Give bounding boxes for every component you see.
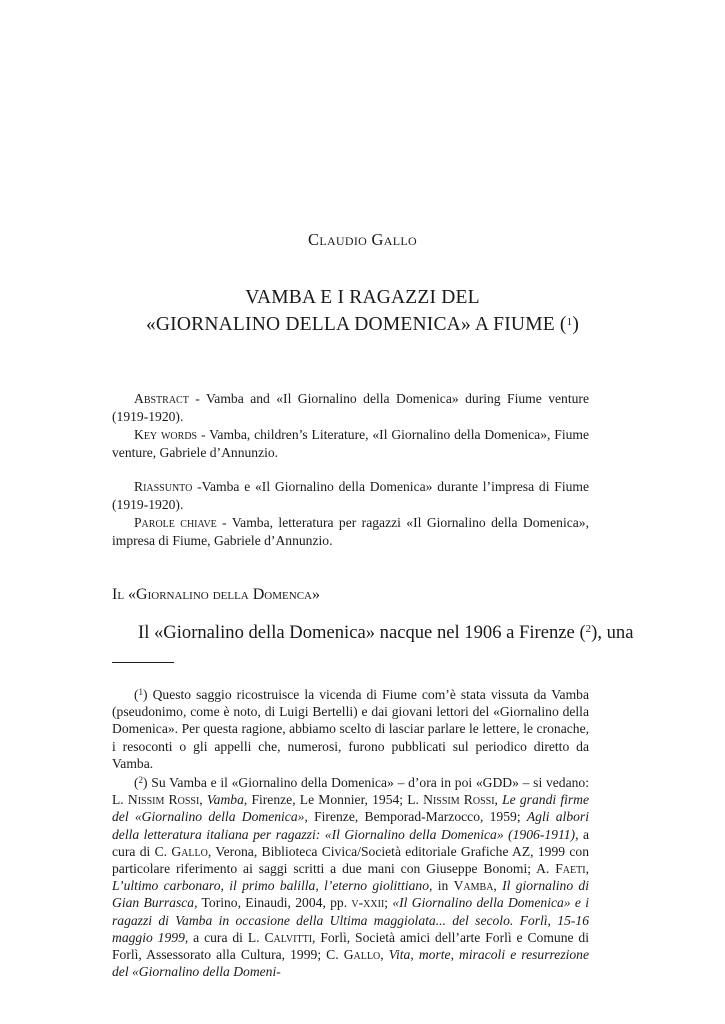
title-footnote-ref[interactable]: 1 xyxy=(566,316,573,328)
footnote-divider xyxy=(112,662,174,663)
fn2-s8: , xyxy=(585,861,589,877)
fn2-title-5: Il giornalino di Gian Burrasca xyxy=(112,878,590,911)
keywords-paragraph xyxy=(112,426,589,462)
fn2-title-7: Vita xyxy=(388,947,411,963)
fn2-s10: , xyxy=(493,878,503,894)
fn2-s4: , xyxy=(494,792,503,808)
fn2-s2: , xyxy=(199,792,207,808)
keywords-label: Key words xyxy=(134,427,198,442)
lead-footnote-ref[interactable]: 2 xyxy=(585,623,592,635)
fn2-title-1: Vamba xyxy=(206,792,244,808)
fn2-author-5: Vamba xyxy=(453,878,494,894)
footnote-1-text: Questo saggio ricostruisce la vicenda di Fiume com’è stata vissuta da Vamba (pseudonimo, come è noto, di Luigi Bertelli) e dai giovani lettori del «Giornalino della Domenica». Per questa ragione, abbiamo scelto di lasciar parlare le lettere, le cronache, i resoconti o gli appelli che, numerosi, furono pubblicati sul periodico diretto da Vamba. xyxy=(112,687,589,771)
fn2-title-2: Le grandi firme del «Giornalino della Domenica» xyxy=(112,792,590,825)
fn2-author-8: Gallo xyxy=(343,947,381,963)
paper-title xyxy=(0,286,725,337)
abstract-text: - Vamba and «Il Giornalino della Domenica» during Fiume venture (1919-1920). xyxy=(112,391,589,424)
footnote-2: ($^2$) Su Vamba e il «Giornalino della Domenica» – d’ora in poi «GDD» – si vedano: L. Nissim Rossi, Vamba, Firenze, Le Monnier, 1954; L. Nissim Rossi, Le grandi firme del «Giornalino della Domenica», Firenze, Bemporad-Marzocco, 1959; Agli albori della letteratura italiana per ragazzi: «Il Giornalino della Domenica» (1906-1911), a cura di C. Gallo, Verona, Biblioteca Civica/Società editoriale Grafiche AZ, 1999 con particolare riferimento ai saggi scritti a due mani con Giuseppe Bonomi; A. Faeti, L’ultimo carbonaro, il primo balilla, l’eterno giolittiano, in Vamba, Il giornalino di Gian Burrasca, Torino, Einaudi, 2004, pp. v-xxii; «Il Giornalino della Domenica» e i ragazzi di Vamba in occasione della Ultima maggiolata... del secolo. Forlì, 15-16 maggio 1999, a cura di L. Calvitti, Forlì, Società amici dell’arte Forlì e Comune di Forlì, Assessorato alla Cultura, 1999; C. Gallo, Vita, morte, miracoli e resurrezione del «Giornalino della Domeni- xyxy=(112,775,590,980)
fn2-title-3: Agli albori della letteratura italiana per ragazzi: «Il Giornalino della Domenica» (1906-1911) xyxy=(112,809,589,842)
footnote-1: ($^1$) Questo saggio ricostruisce la vicenda di Fiume com’è stata vissuta da Vamba (pseudonimo, come è noto, di Luigi Bertelli) e dai giovani lettori del «Giornalino della Domenica». Per questa ragione, abbiamo scelto di lasciar parlare le lettere, le cronache, i resoconti o gli appelli che, numerosi, furono pubblicati sul periodico diretto da Vamba. xyxy=(112,687,589,771)
riassunto-paragraph xyxy=(112,478,589,514)
riassunto-label: Riassunto xyxy=(134,479,193,494)
fn2-title-8: morte xyxy=(418,947,451,963)
fn2-title-6: «Il Giornalino della Domenica» e i ragazzi di Vamba in occasione della Ultima maggiolata... del secolo. Forlì, 15-16 maggio 1999 xyxy=(112,895,590,945)
fn2-title-4: L’ultimo carbonaro, il primo balilla, l’eterno giolittiano xyxy=(112,878,430,894)
lead-text-before: Il «Giornalino della Domenica» nacque nel 1906 a Firenze ( xyxy=(138,622,586,643)
fn2-author-2: Nissim Rossi xyxy=(423,792,495,808)
abstract-block xyxy=(112,390,589,462)
fn2-author-7: Calvitti xyxy=(264,929,313,945)
fn2-s17: , xyxy=(450,947,460,963)
abstract-paragraph xyxy=(112,390,589,426)
fn2-s12: ; xyxy=(384,895,393,911)
lead-text-after: ), una xyxy=(591,622,634,643)
fn2-author-1: Nissim Rossi xyxy=(127,792,200,808)
fn2-s9: , in xyxy=(429,878,454,894)
fn2-s16: , xyxy=(410,947,419,963)
fn2-author-4: Faeti xyxy=(555,861,586,877)
riassunto-text: -Vamba e «Il Giornalino della Domenica» durante l’impresa di Fiume (1919-1920). xyxy=(112,479,589,512)
footnotes xyxy=(112,684,589,980)
parole-chiave-paragraph xyxy=(112,514,589,550)
parole-chiave-label: Parole chiave xyxy=(134,515,217,530)
fn2-s15: , xyxy=(380,947,389,963)
fn2-s5: , Firenze, Bemporad-Marzocco, 1959; xyxy=(304,809,527,825)
riassunto-block xyxy=(112,478,589,550)
fn2-title-9: miracoli e resurrezione del «Giornalino della Domeni- xyxy=(112,947,590,980)
title-line-1: VAMBA E I RAGAZZI DEL xyxy=(245,287,480,308)
fn2-s6: , a cura di C. xyxy=(112,826,589,859)
body-lead-line xyxy=(112,622,634,644)
fn2-s11: , Torino, Einaudi, 2004, pp. xyxy=(194,895,352,911)
title-line-2: «GIORNALINO DELLA DOMENICA» A FIUME ($^1$) xyxy=(145,314,580,335)
footnote-1-mark: 1 xyxy=(138,687,144,697)
abstract-label: Abstract xyxy=(134,391,189,406)
keywords-text: - Vamba, children’s Literature, «Il Giornalino della Domenica», Fiume venture, Gabriele d’Annunzio. xyxy=(112,427,590,460)
fn2-s7: , Verona, Biblioteca Civica/Società editoriale Grafiche AZ, 1999 con particolare riferimento ai saggi scritti a due mani con Giuseppe Bonomi; A. xyxy=(112,843,589,877)
fn2-author-3: Gallo xyxy=(171,843,208,859)
fn2-pages: v-xxii xyxy=(351,895,385,911)
footnote-2-mark: 2 xyxy=(138,775,144,786)
fn2-s1: Su Vamba e il «Giornalino della Domenica» – d’ora in poi «GDD» – si vedano: L. xyxy=(112,775,589,808)
fn2-s13: , a cura di L. xyxy=(184,929,265,945)
parole-chiave-text: - Vamba, letteratura per ragazzi «Il Giornalino della Domenica», impresa di Fiume, Gabriele d’Annunzio. xyxy=(112,515,589,548)
title-line-2-text: «GIORNALINO DELLA DOMENICA» A FIUME xyxy=(145,314,555,335)
fn2-s14: , Forlì, Società amici dell’arte Forlì e Comune di Forlì, Assessorato alla Cultura, 1999; C. xyxy=(112,929,590,963)
fn2-s3: , Firenze, Le Monnier, 1954; L. xyxy=(243,792,424,808)
author-name: Claudio Gallo xyxy=(308,230,417,249)
section-heading: Il «Giornalino della Domenca» xyxy=(112,586,320,603)
